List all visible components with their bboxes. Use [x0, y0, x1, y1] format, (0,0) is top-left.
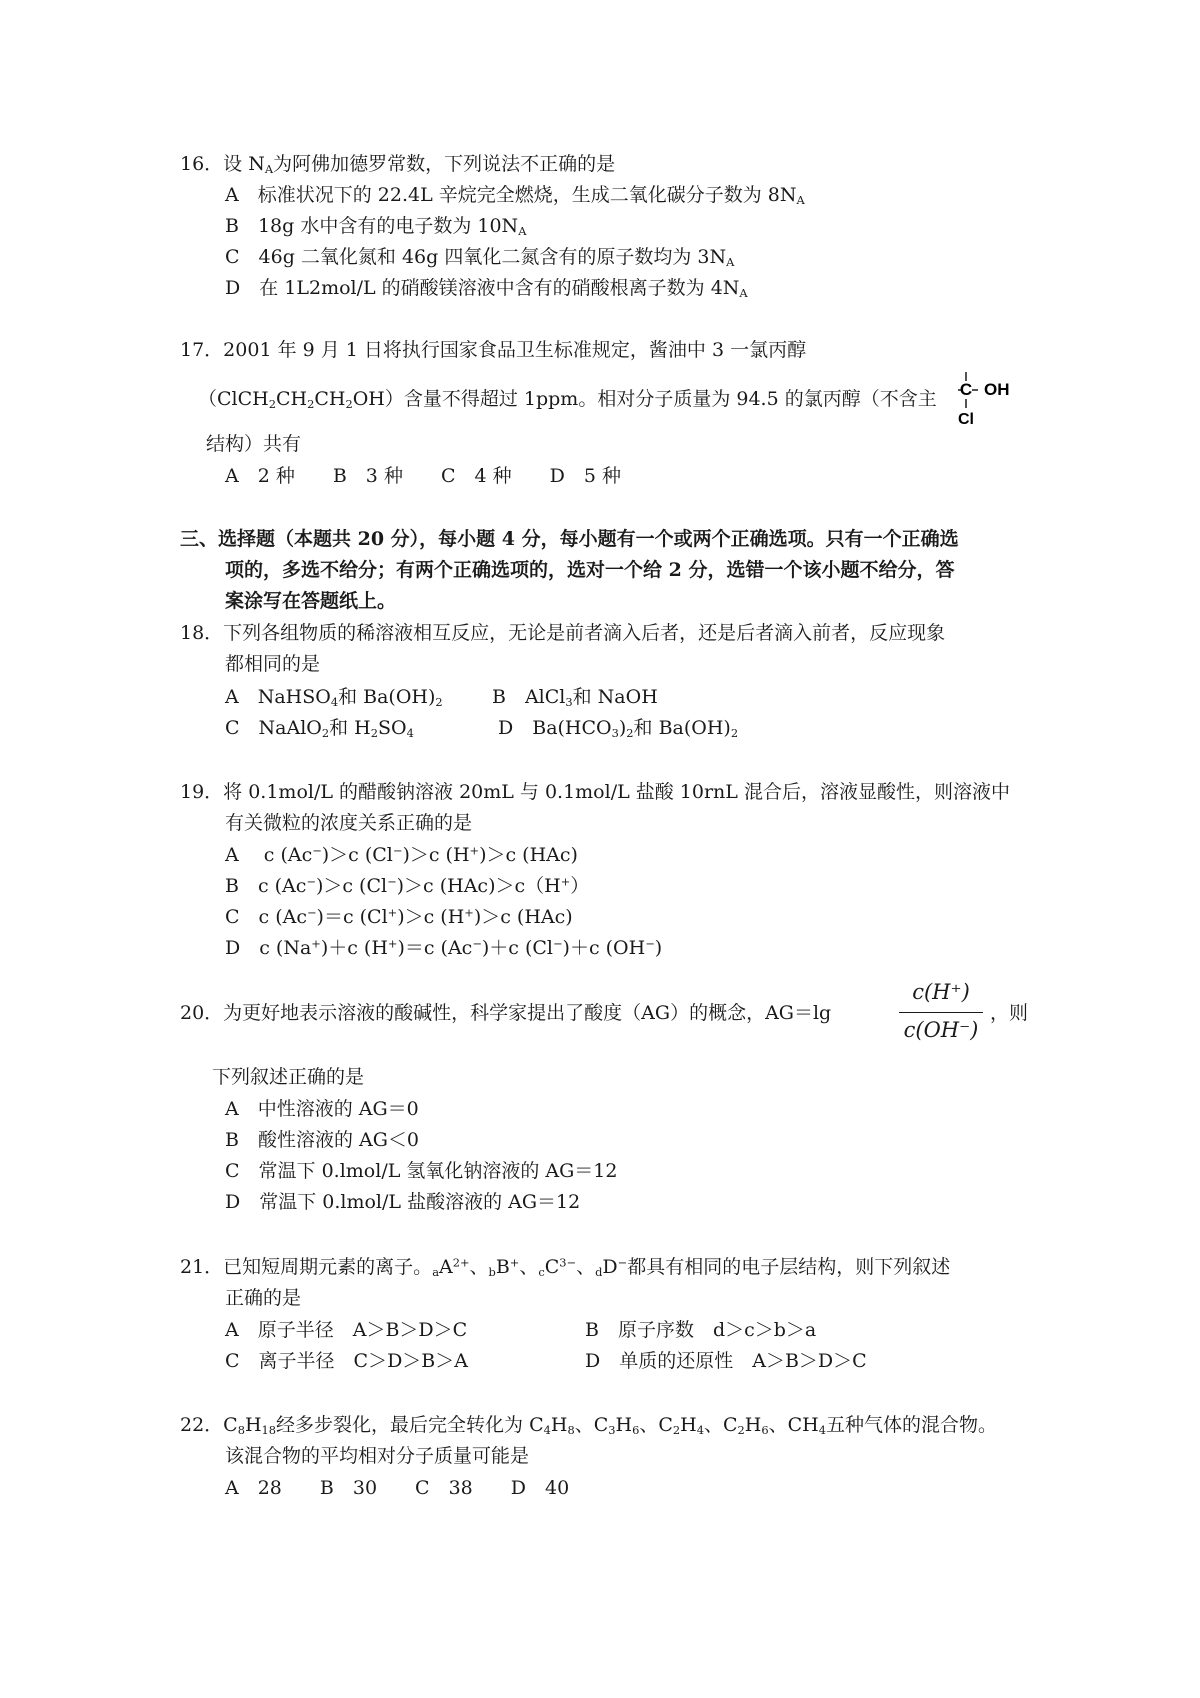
q17-options: A 2 种 B 3 种 C 4 种 D 5 种	[225, 465, 621, 487]
q19-stem-line2: 有关微粒的浓度关系正确的是	[225, 812, 473, 834]
q20-stem-line1: 20．为更好地表示溶液的酸碱性，科学家提出了酸度（AG）的概念，AG＝lg	[180, 1002, 832, 1024]
q17-stem-line3: 结构）共有	[206, 433, 302, 455]
section3-heading-line2: 项的，多选不给分；有两个正确选项的，选对一个给 2 分，选错一个该小题不给分，答	[225, 559, 955, 581]
fraction-denominator: c(OH⁻)	[903, 1018, 979, 1042]
q20-option-d: D 常温下 0.lmol/L 盐酸溶液的 AG＝12	[225, 1191, 581, 1213]
q19-stem-line1: 19．将 0.1mol/L 的醋酸钠溶液 20mL 与 0.1mol/L 盐酸 10rnL 混合后，溶液显酸性，则溶液中	[180, 781, 1010, 803]
fraction-bar	[899, 1012, 983, 1013]
structure-hydroxyl-label: OH	[984, 380, 1010, 399]
structure-chlorine-label: Cl	[958, 411, 974, 428]
chlorohydrin-structure-diagram	[958, 368, 1018, 428]
q16-stem: 16．设 $N_A$为阿佛加德罗常数，下列说法不正确的是	[180, 153, 616, 176]
q20-option-c: C 常温下 0.lmol/L 氢氧化钠溶液的 AG＝12	[225, 1160, 618, 1182]
q19-option-c: C c (Ac−)＝c (Cl+)＞c (H+)＞c (HAc)	[225, 905, 573, 928]
q18-option-c: C NaAlO$_2$和 $H_2SO_4$	[225, 717, 414, 740]
q16-option-b: B 18g 水中含有的电子数为 $10N_A$	[225, 215, 527, 238]
q20-stem-line2: 下列叙述正确的是	[212, 1066, 365, 1088]
q18-option-a: A NaHSO$_4$和 $Ba(OH)_2$	[225, 686, 443, 709]
q17-stem-line1: 17．2001 年 9 月 1 日将执行国家食品卫生标准规定，酱油中 3 一氯丙醇	[180, 339, 807, 361]
q18-option-d: D $Ba(HCO_3)_2$和 $Ba(OH)_2$	[498, 717, 739, 740]
q18-option-b: B AlCl$_3$和 NaOH	[492, 686, 658, 709]
q19-option-b: B c (Ac−)＞c (Cl−)＞c (HAc)＞c（H+）	[225, 874, 590, 897]
fraction-numerator: c(H⁺)	[912, 980, 970, 1004]
q21-option-b: B 原子序数 d＞c＞b＞a	[585, 1319, 817, 1341]
q16-option-d: D 在 1L2mol/L 的硝酸镁溶液中含有的硝酸根离子数为 $4N_A$	[225, 277, 748, 300]
q17-stem-line2: $(ClCH_2CH_2CH_2OH)$含量不得超过 1ppm。相对分子质量为 94.5 的氯丙醇（不含主	[198, 388, 937, 411]
q16-option-a: A 标准状况下的 22.4L 辛烷完全燃烧，生成二氧化碳分子数为 $8N_A$	[225, 184, 805, 207]
q20-option-b: B 酸性溶液的 AG＜0	[225, 1129, 419, 1151]
q22-stem-line1: 22．$C_8H_{18}$经多步裂化，最后完全转化为 $C_4H_8$、$C_3H_6$、$C_2H_4$、$C_2H_6$、$CH_4$五种气体的混合物。	[180, 1414, 997, 1437]
structure-carbon-label: C	[959, 380, 973, 399]
q21-option-c: C 离子半径 C＞D＞B＞A	[225, 1350, 468, 1372]
q22-stem-line2: 该混合物的平均相对分子质量可能是	[225, 1445, 530, 1467]
q21-stem-line1: 21．已知短周期元素的离子。$_aA^{2+}$、$_b$B+、$_cC^{3-}$、$_d$D−都具有相同的电子层结构，则下列叙述	[180, 1255, 951, 1279]
q18-stem-line1: 18．下列各组物质的稀溶液相互反应，无论是前者滴入后者，还是后者滴入前者，反应现象	[180, 622, 946, 644]
q20-option-a: A 中性溶液的 AG＝0	[225, 1098, 419, 1120]
q20-stem-tail: ，则	[990, 1002, 1029, 1024]
q19-option-d: D c (Na+)＋c (H+)＝c (Ac−)＋c (Cl−)＋c (OH−)	[225, 936, 663, 959]
q21-stem-line2: 正确的是	[225, 1287, 302, 1309]
q16-option-c: C 46g 二氧化氮和 46g 四氧化二氮含有的原子数均为 $3N_A$	[225, 246, 735, 269]
q19-option-a: A c (Ac−)＞c (Cl−)＞c (H+)＞c (HAc)	[225, 843, 578, 866]
q21-option-a: A 原子半径 A＞B＞D＞C	[225, 1319, 468, 1341]
section3-heading-line3: 案涂写在答题纸上。	[225, 590, 397, 612]
q22-options: A 28 B 30 C 38 D 40	[225, 1477, 570, 1499]
q18-stem-line2: 都相同的是	[225, 653, 321, 675]
ag-formula-fraction	[897, 980, 985, 1044]
section3-heading-line1: 三、选择题（本题共 20 分），每小题 4 分，每小题有一个或两个正确选项。只有一个正确选	[180, 528, 959, 550]
q21-option-d: D 单质的还原性 A＞B＞D＞C	[585, 1350, 867, 1372]
